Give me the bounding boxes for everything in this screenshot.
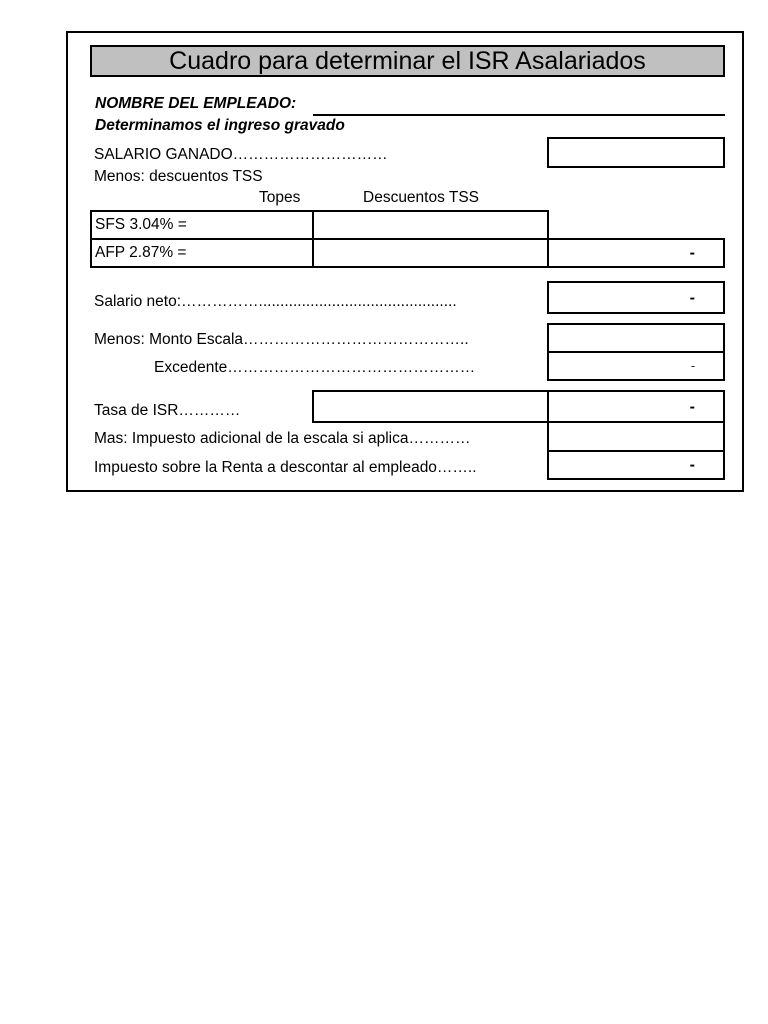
income-tax-field[interactable] xyxy=(547,450,725,480)
less-tss-label: Menos: descuentos TSS xyxy=(94,168,263,185)
additional-tax-field[interactable] xyxy=(547,421,725,452)
section-heading: Determinamos el ingreso gravado xyxy=(95,117,345,134)
net-salary-field[interactable] xyxy=(547,281,725,314)
column-header-descuentos: Descuentos TSS xyxy=(363,189,480,206)
sfs-label: SFS 3.04% = xyxy=(95,216,187,233)
tss-total-value: - xyxy=(689,244,695,262)
scale-amount-field[interactable] xyxy=(547,323,725,353)
salary-label: SALARIO GANADO………………………… xyxy=(94,146,388,163)
income-tax-label: Impuesto sobre la Renta a descontar al empleado…….. xyxy=(94,459,477,476)
isr-rate-field[interactable] xyxy=(312,390,549,423)
employee-name-line[interactable] xyxy=(313,114,725,116)
isr-result-field[interactable] xyxy=(547,390,725,423)
less-scale-label: Menos: Monto Escala…………………………………….. xyxy=(94,331,469,348)
afp-descuento-field[interactable] xyxy=(312,238,549,268)
excess-label: Excedente………………………………………… xyxy=(154,359,476,376)
income-tax-value: - xyxy=(689,456,695,474)
column-header-topes: Topes xyxy=(259,189,301,206)
afp-label-cell xyxy=(90,238,314,268)
net-salary-value: - xyxy=(689,289,695,306)
additional-tax-label: Mas: Impuesto adicional de la escala si aplica………… xyxy=(94,430,471,447)
sfs-label-cell xyxy=(90,210,314,240)
excess-field[interactable] xyxy=(547,351,725,381)
afp-label: AFP 2.87% = xyxy=(95,244,187,261)
isr-rate-value: - xyxy=(689,398,695,415)
net-salary-label: Salario neto:…………….............................................. xyxy=(94,293,457,310)
employee-name-label: NOMBRE DEL EMPLEADO: xyxy=(95,95,297,112)
form-title: Cuadro para determinar el ISR Asalariados xyxy=(90,45,725,77)
excess-value: - xyxy=(691,358,695,373)
isr-rate-label: Tasa de ISR………… xyxy=(94,402,241,419)
sfs-descuento-field[interactable] xyxy=(312,210,549,240)
salary-field[interactable] xyxy=(547,137,725,168)
tss-total-field[interactable] xyxy=(547,238,725,268)
